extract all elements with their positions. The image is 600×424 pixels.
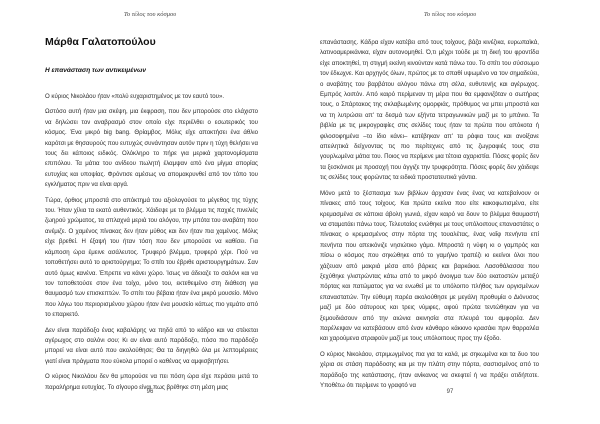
running-head-left: Το τέλος του κόσμου: [123, 11, 177, 18]
author-name: Μάρθα Γαλατοπούλου: [45, 36, 156, 48]
right-body-text: [320, 38, 539, 396]
paragraph: Ο κύριος Νικολάου, στριμωγμένος πια για τα καλά, με σηκωμένα και τα δυο του χέρια σε στάση παράδοσης και με την πλάτη στην πόρτα, σαστισμένος από το παράδοξο της κατάστασης, ήταν ανίκανος να σκεφτεί ή να πράξει οτιδήποτε. Υποθέτω ότι περίμενε το γραφτό να: [320, 350, 539, 389]
paragraph: Ο κύριος Νικολάου ήταν «πολύ ευχαριστημένος με τον εαυτό του».: [45, 93, 225, 100]
page-number-right: 97: [446, 389, 454, 395]
paragraph: Ωστόσο αυτή ήταν μια σκέψη, μια έκφραση, που δεν μπορούσε στο ελάχιστο να δηλώσει τον αναβρασμό στον οποίο είχε περιέλθει ο εσωτερικός του κόσμος. Ένα μικρό big bang. Θρίαμβος. Μόλις είχε αποκτήσει ένα άθλιο καρότσι με θησαυρούς που ευτυχώς συνάντησαν αυτόν πριν η τύχη θελήσει να τους δει κάποιος ειδικός. Ολόκληρο το πήρε για μερικά χαρτονομίσματα επιπόλου. Τα μάτια του ανίδεου πωλητή έλαμψαν από ένα μίγμα απορίας ευτυχίας και υποψίας. Φρόντισε αμέσως να απομακρυνθεί από τον τόπο του εγκλήματος πριν να είναι αργά.: [45, 108, 258, 189]
paragraph: Τώρα, όρθιος μπροστά στο απόκτημά του αξιολογούσε το μέγεθος της τύχης του. Ήταν χίλια τα εκατό αυθεντικός. Χάιδεψε με το βλέμμα τις παχιές πινελιές ζωηρού χρώματος, τα σπλαχνά μεριά του αλόγου, την μπότα του αναβάτη που ανέμιζε. Ο χαμένος πίνακας δεν ήταν μύθος και δεν ήταν πια χαμένος. Μόλις είχε βρεθεί. Η έξαψή του ήταν τόση που δεν μπορούσε να καθίσει. Για κάμποση ώρα έμεινε ασάλευτος. Τρυφερό βλέμμα, τρυφερό χέρι. Πού να τοποθετήσει αυτό το αριστούργημα; Το σπίτι του έβριθε αριστουργημάτων. Σαν αυτό όμως κανένα. Έπρεπε να κάνει χώρο. Ίσως να άδειαζε το σαλόνι και να τον τοποθετούσε στον ένα τοίχο, μόνο του, εκτεθειμένο στη διάθεση για θαυμασμό των επισκεπτών. Το σπίτι του βέβαια ήταν ένα μικρό μουσείο. Μόνο που λόγω του περιορισμένου χώρου ήταν ένα μουσείο κάπως πιο γεμάτο από το επαρκετό.: [45, 196, 258, 319]
right-page: [300, 0, 600, 424]
running-head-right: Το τέλος του κόσμου: [423, 11, 477, 18]
paragraph: Μόνο μετά το ξέσπασμα των βιβλίων άρχισαν ένας ένας να κατεβαίνουν οι πίνακες από τους τοίχους. Και πρώτα εκείνα που είτε κακοφωτισμένα, είτε κρεμασμένα σε κάποια άβολη γωνιά, είχαν καιρό να δουν το βλέμμα θαυμαστή να σταματάει πάνω τους. Τελευταίος ενώθηκε με τους υπόλοιπους επαναστάτες ο πίνακας ο κρεμασμένος στην πόρτα της τουαλέτας, ένας ναΐφ πενήντα επί πενήντα που απεικόνιζε νησιώτικο γάμο. Μπροστά η νύφη κι ο γαμπρός και πίσω ο κόσμος που σηκώθηκε από το γαμήλιο τραπέζι κι εκείνοι όλοι που χάζευαν από μακριά μέσα από βάρκες και βαρκάκια. Λασοθάλασσα που ξεχύθηκε γλιστρώντας κάτω από το μικρό άνοιγμα των δύο εκατοστών μεταξύ πόρτας και πατώματος για να ενωθεί με το υπόλοιπο πλήθος των οργισμένων επαναστατών. Την εύθυμη παρέα ακολούθησε με μεγάλη προθυμία ο Διόνυσος μαζί με δύο σάτυρους και τρεις νύμφες, αφού πρώτα τεντώθηκαν για να ξεμουδιάσουν από την αιώνια ακινησία στα πλευρά του αμφορέα. Δεν παρέλειψαν να κατεβάσουν από έναν κάνθαρο κάκκινο κρασάκι πριν θαρραλέα και χαρούμενα στραφούν μαζί με τους υπόλοιπους προς την έξοδο.: [320, 189, 539, 343]
left-body-text: [45, 92, 258, 398]
paragraph: επανάστασης. Κάδρα είχαν κατέβει από τους τοίχους, βάζα κινέζικα, ευρωπαϊκά, λατινοαμερικάνικα, είχαν αυτονομηθεί. Ό,τι μέχρι τούδε με τη δική του φροντίδα είχε αποκτηθεί, τη στιγμή εκείνη κινούνταν κατά πάνω του. Το σπίτι του σύσσωμο τον έδιωχνε. Και αρχηγός όλων, πρώτος με το σπαθί υψωμένο να τον σημαδεύει, ο αναβάτης του βαρβάτου αλόγου πάνω στη σέλα, ευθυτενής και αγέρωχος. Εμπρός λοιπόν. Από καιρό περίμεναν τη μέρα που θα εμφανιζόταν ο σωτήρας τους, ο Σπάρτακος της σκλαβωμένης ομορφιάς, πρόθυμος να μπει μπροστά και να τη λυτρώσει απ' τα δεσμά των εξήντα τετραγωνικών μαζί με το μπάνιο. Τα βιβλία με τις μικρογραφίες στις σελίδες τους ήταν τα πρώτα που απόκοτα ή φιλοσοφημένα –το ίδιο κάνει– κατέβηκαν απ' τα ράφια τους και ανοίξανε απειλητικά δείχνοντας τις πιο περίτεχνες από τις ζωγραφιές τους στα γουρλωμένα μάτια του. Ποιος να περίμενε μια τέτοια αχαριστία. Πόσες φορές δεν τα ξεσκόνισε με προσοχή που άγγιζε την τρυφερότητα. Πόσες φορές δεν χάιδεψε τις σελίδες τους φορώντας τα ειδικά προστατευτικά γάντια.: [320, 39, 539, 182]
story-title: Η επανάσταση των αντικειμένων: [45, 67, 146, 74]
paragraph: Δεν είναι παράδοξο ένας καβαλάρης να πηδά από το κάδρο και να στέκεται αγέρωχος στο σαλόνι σου; Κι αν είναι αυτό παράδοξο, πόσο πιο παράδοξο μπορεί να είναι αυτό που ακολούθησε; Θα τα διηγηθώ όλα με λεπτομέρειες γιατί είναι πράγματα που εύκολα μπορεί ο καθένας να αμφισβητήσει.: [45, 326, 258, 365]
page-number-left: 96: [146, 389, 154, 395]
paragraph: Ο κύριος Νικολάου δεν θα μπορούσε να πει πόση ώρα είχε περάσει μετά το παραλήρημα ευτυχίας. Το σίγουρο είναι πως βρέθηκε στη μέση μιας: [45, 373, 258, 391]
